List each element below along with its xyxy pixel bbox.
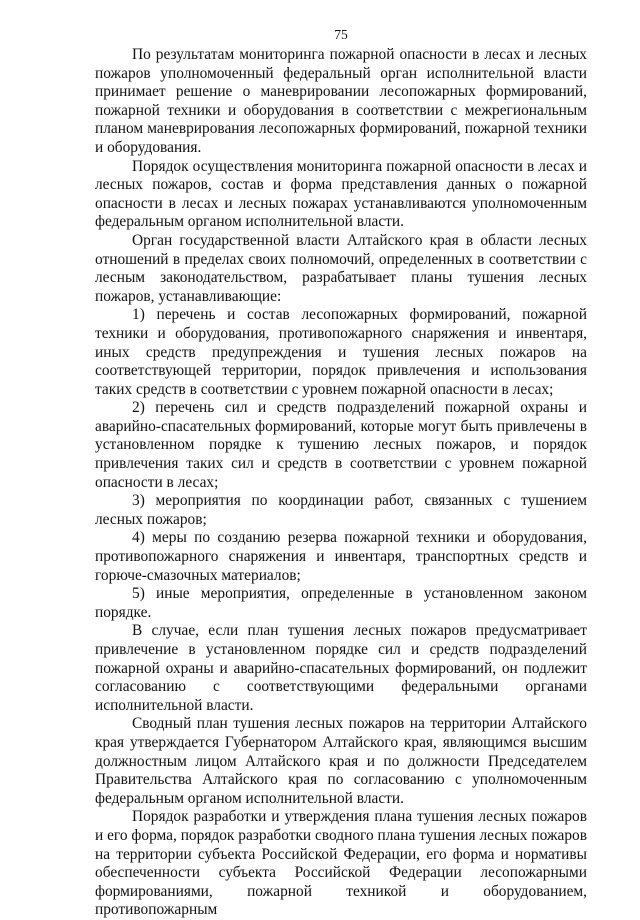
paragraph-consolidated-plan: Сводный план тушения лесных пожаров на территории Алтайского края утверждается Губернатором Алтайского края, являющимся высшим должностным лицом Алтайского края и по должности Председателем Правительства Алтайского края по согласованию с уполномоченным федеральным органом исполнительной власти. bbox=[95, 715, 587, 807]
list-item-4: 4) меры по созданию резерва пожарной техники и оборудования, противопожарного снаряжения и инвентаря, транспортных средств и горюче-смазочных материалов; bbox=[95, 529, 587, 584]
paragraph-coordination-approval: В случае, если план тушения лесных пожаров предусматривает привлечение в установленном порядке сил и средств подразделений пожарной охраны и аварийно-спасательных формирований, он подлежит согласованию с соответствующими федеральными органами исполнительной власти. bbox=[95, 622, 587, 714]
list-item-1: 1) перечень и состав лесопожарных формирований, пожарной техники и оборудования, противопожарного снаряжения и инвентаря, иных средств предупреждения и тушения лесных пожаров на соответствующей территории, порядок привлечения и использования таких средств в соответствии с уровнем пожарной опасности в лесах; bbox=[95, 306, 587, 398]
list-item-3: 3) мероприятия по координации работ, связанных с тушением лесных пожаров; bbox=[95, 492, 587, 528]
paragraph-monitoring-procedure: Порядок осуществления мониторинга пожарной опасности в лесах и лесных пожаров, состав и форма представления данных о пожарной опасности в лесах и лесных пожарах устанавливаются уполномоченным федеральным органом исполнительной власти. bbox=[95, 157, 587, 231]
paragraph-monitoring-decision: По результатам мониторинга пожарной опасности в лесах и лесных пожаров уполномоченный федеральный орган исполнительной власти принимает решение о маневрировании лесопожарных формирований, пожарной техники и оборудования в соответствии с межрегиональным планом маневрирования лесопожарных формирований, пожарной техники и оборудования. bbox=[95, 46, 587, 156]
list-item-2: 2) перечень сил и средств подразделений пожарной охраны и аварийно-спасательных формирований, которые могут быть привлечены в установленном порядке к тушению лесных пожаров, и порядок привлечения таких сил и средств в соответствии с уровнем пожарной опасности в лесах; bbox=[95, 399, 587, 491]
paragraph-regional-authority: Орган государственной власти Алтайского края в области лесных отношений в пределах своих полномочий, определенных в соответствии с лесным законодательством, разрабатывает планы тушения лесных пожаров, устанавливающие: bbox=[95, 231, 587, 305]
page-number: 75 bbox=[334, 27, 348, 42]
document-page bbox=[95, 26, 587, 920]
paragraph-plan-procedure: Порядок разработки и утверждения плана тушения лесных пожаров и его форма, порядок разработки сводного плана тушения лесных пожаров на территории субъекта Российской Федерации, его форма и нормативы обеспеченности субъекта Российской Федерации лесопожарными формированиями, пожарной техникой и оборудованием, противопожарным bbox=[95, 808, 587, 919]
list-item-5: 5) иные мероприятия, определенные в установленном законом порядке. bbox=[95, 585, 587, 621]
